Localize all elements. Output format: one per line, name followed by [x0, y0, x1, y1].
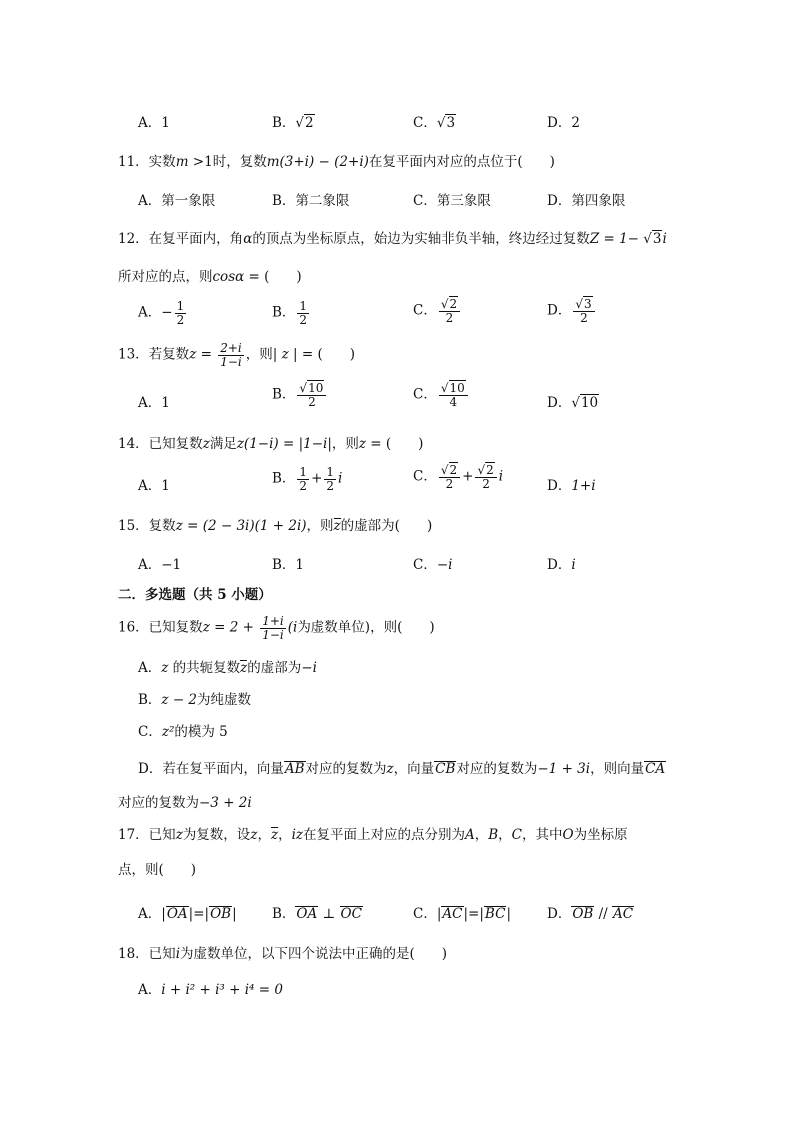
q16-option-c: C．z²的模为 5: [138, 724, 228, 740]
q14-stem: 14．已知复数z满足z(1−i) = |1−i|，则z = ( ): [118, 436, 424, 452]
q11-option-d: D．第四象限: [547, 193, 626, 209]
q13-option-a: A．1: [138, 395, 170, 411]
q17-stem-line1: 17．已知z为复数，设z，z，iz在复平面上对应的点分别为A，B，C，其中O为坐标原: [118, 827, 628, 843]
q10-option-d: D．2: [547, 115, 580, 131]
q15-stem: 15．复数z = (2 − 3i)(1 + 2i)，则z的虚部为( ): [118, 518, 433, 534]
q18-stem: 18．已知i为虚数单位，以下四个说法中正确的是( ): [118, 946, 448, 962]
q14-option-b: B． $\frac{1}{2}$ + $\frac{1}{2}$ i: [272, 465, 343, 493]
q16-option-d-line1: D．若在复平面内，向量AB对应的复数为z，向量CB对应的复数为−1 + 3i，则向量CA: [138, 761, 666, 777]
section-heading-multiple-choice: 二．多选题（共 5 小题）: [118, 587, 272, 603]
q10-option-a: A．1: [138, 115, 170, 131]
q17-stem-line2: 点，则( ): [118, 862, 197, 878]
q11-option-c: C．第三象限: [413, 193, 491, 209]
q12-stem-line2: 所对应的点，则cosα = ( ): [118, 269, 302, 285]
q16-stem: 16．已知复数z = 2 + $\frac{1+i}{1-i}$ (i为虚数单位)，则( ): [118, 614, 435, 642]
q15-option-a: A．−1: [138, 557, 182, 573]
q16-option-a: A．z 的共轭复数z的虚部为−i: [138, 660, 317, 676]
q16-option-d-line2: 对应的复数为−3 + 2i: [118, 795, 252, 811]
q13-option-c: C． $\frac{√10}{4}$: [413, 382, 470, 408]
q16-option-b: B．z − 2为纯虚数: [138, 692, 252, 708]
q11-stem: 11．实数m >1时，复数m(3+i) − (2+i)在复平面内对应的点位于( ): [118, 154, 555, 170]
q12-option-b: B． $\frac{1}{2}$: [272, 299, 308, 327]
q17-option-a: A．|OA|=|OB|: [138, 906, 237, 922]
q10-option-b: B．√2: [272, 115, 314, 131]
q14-option-c: C． $\frac{√2}{2}$ + $\frac{√2}{2}$ i: [413, 463, 504, 491]
q15-option-b: B．1: [272, 557, 305, 573]
q12-option-c: C． $\frac{√2}{2}$: [413, 298, 462, 324]
q12-option-d: D． $\frac{√3}{2}$: [547, 298, 597, 324]
q17-option-d: D．OB // AC: [547, 906, 634, 922]
q12-stem-line1: 12．在复平面内，角α的顶点为坐标原点，始边为实轴非负半轴，终边经过复数Z = 1− √3i: [118, 231, 667, 247]
q11-option-b: B．第二象限: [272, 193, 350, 209]
q18-option-a: A．i + i² + i³ + i⁴ = 0: [138, 982, 283, 998]
q15-option-c: C．−i: [413, 557, 453, 573]
q12-option-a: A．− $\frac{1}{2}$: [138, 299, 185, 327]
q14-option-a: A．1: [138, 478, 170, 494]
q13-option-d: D．√10: [547, 395, 599, 411]
q17-option-c: C．|AC|=|BC|: [413, 906, 511, 922]
q11-option-a: A．第一象限: [138, 193, 216, 209]
q10-option-c: C．√3: [413, 115, 456, 131]
q14-option-d: D．1+i: [547, 478, 596, 494]
q17-option-b: B．OA ⊥ OC: [272, 906, 362, 922]
q15-option-d: D．i: [547, 557, 576, 573]
q13-stem: 13．若复数z = $\frac{2+i}{1-i}$ ，则| z | = ( ): [118, 341, 355, 369]
q13-option-b: B． $\frac{√10}{2}$: [272, 382, 328, 408]
